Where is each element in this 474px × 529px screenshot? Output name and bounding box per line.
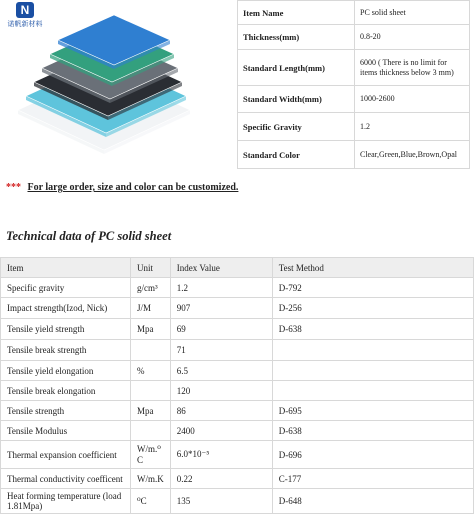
- test-method-cell: [272, 381, 473, 401]
- table-header-row: [1, 258, 474, 278]
- item-cell: Tensile yield elongation: [1, 361, 131, 381]
- unit-cell: %: [131, 361, 171, 381]
- spec-value: Clear,Green,Blue,Brown,Opal: [355, 141, 470, 169]
- unit-cell: Mpa: [131, 319, 171, 340]
- column-header: Index Value: [170, 258, 272, 278]
- test-method-cell: [272, 340, 473, 361]
- spec-value: 1.2: [355, 113, 470, 141]
- unit-cell: [131, 421, 171, 441]
- column-header: Test Method: [272, 258, 473, 278]
- table-row: [1, 401, 474, 421]
- section-title: Technical data of PC solid sheet: [6, 229, 172, 243]
- table-row: [1, 298, 474, 319]
- index-value-cell: 86: [170, 401, 272, 421]
- spec-row: [238, 86, 470, 113]
- table-row: [1, 361, 474, 381]
- spec-label: Standard Width(mm): [238, 86, 355, 113]
- index-value-cell: 6.0*10⁻⁵: [170, 441, 272, 469]
- spec-label: Thickness(mm): [238, 25, 355, 50]
- table-row: [1, 381, 474, 401]
- spec-label: Standard Color: [238, 141, 355, 169]
- item-cell: Tensile yield strength: [1, 319, 131, 340]
- customization-note: [6, 182, 238, 193]
- spec-row: [238, 50, 470, 86]
- test-method-cell: D-648: [272, 489, 473, 514]
- item-cell: Thermal expansion coefficient: [1, 441, 131, 469]
- table-row: [1, 340, 474, 361]
- spec-row: [238, 113, 470, 141]
- spec-value: PC solid sheet: [355, 1, 470, 25]
- index-value-cell: 2400: [170, 421, 272, 441]
- unit-cell: [131, 381, 171, 401]
- spec-value: 0.8-20: [355, 25, 470, 50]
- item-cell: Impact strength(Izod, Nick): [1, 298, 131, 319]
- test-method-cell: D-696: [272, 441, 473, 469]
- item-cell: Tensile strength: [1, 401, 131, 421]
- test-method-cell: D-695: [272, 401, 473, 421]
- brand-logo: [5, 2, 45, 30]
- item-cell: Heat forming temperature (load 1.81Mpa): [1, 489, 131, 514]
- spec-row: [238, 1, 470, 25]
- test-method-cell: C-177: [272, 469, 473, 489]
- item-cell: Tensile break elongation: [1, 381, 131, 401]
- spec-label: Standard Length(mm): [238, 50, 355, 86]
- column-header: Unit: [131, 258, 171, 278]
- product-image: [0, 0, 232, 170]
- test-method-cell: D-638: [272, 319, 473, 340]
- unit-cell: g/cm³: [131, 278, 171, 298]
- spec-value: 6000 ( There is no limit for items thickness below 3 mm): [355, 50, 470, 86]
- test-method-cell: D-638: [272, 421, 473, 441]
- unit-cell: W/m.K: [131, 469, 171, 489]
- table-row: [1, 489, 474, 514]
- unit-cell: [131, 340, 171, 361]
- spec-row: [238, 141, 470, 169]
- table-row: [1, 319, 474, 340]
- column-header: Item: [1, 258, 131, 278]
- index-value-cell: 69: [170, 319, 272, 340]
- spec-value: 1000-2600: [355, 86, 470, 113]
- index-value-cell: 120: [170, 381, 272, 401]
- index-value-cell: 907: [170, 298, 272, 319]
- index-value-cell: 135: [170, 489, 272, 514]
- item-cell: Tensile Modulus: [1, 421, 131, 441]
- item-cell: Thermal conductivity coefficent: [1, 469, 131, 489]
- note-stars: ***: [6, 182, 21, 193]
- spec-label: Item Name: [238, 1, 355, 25]
- unit-cell: J/M: [131, 298, 171, 319]
- item-cell: Specific gravity: [1, 278, 131, 298]
- index-value-cell: 1.2: [170, 278, 272, 298]
- spec-row: [238, 25, 470, 50]
- test-method-cell: D-792: [272, 278, 473, 298]
- table-row: [1, 441, 474, 469]
- unit-cell: W/m.⁰ C: [131, 441, 171, 469]
- index-value-cell: 71: [170, 340, 272, 361]
- test-method-cell: [272, 361, 473, 381]
- item-cell: Tensile break strength: [1, 340, 131, 361]
- table-row: [1, 469, 474, 489]
- index-value-cell: 0.22: [170, 469, 272, 489]
- test-method-cell: D-256: [272, 298, 473, 319]
- logo-text: 诺帆新材料: [7, 20, 43, 28]
- table-row: [1, 421, 474, 441]
- note-text: For large order, size and color can be customized.: [27, 182, 239, 193]
- index-value-cell: 6.5: [170, 361, 272, 381]
- technical-data-table: [0, 257, 474, 514]
- logo-mark: N: [16, 2, 34, 18]
- unit-cell: Mpa: [131, 401, 171, 421]
- unit-cell: ⁰C: [131, 489, 171, 514]
- spec-label: Specific Gravity: [238, 113, 355, 141]
- table-row: [1, 278, 474, 298]
- spec-table: [237, 0, 470, 169]
